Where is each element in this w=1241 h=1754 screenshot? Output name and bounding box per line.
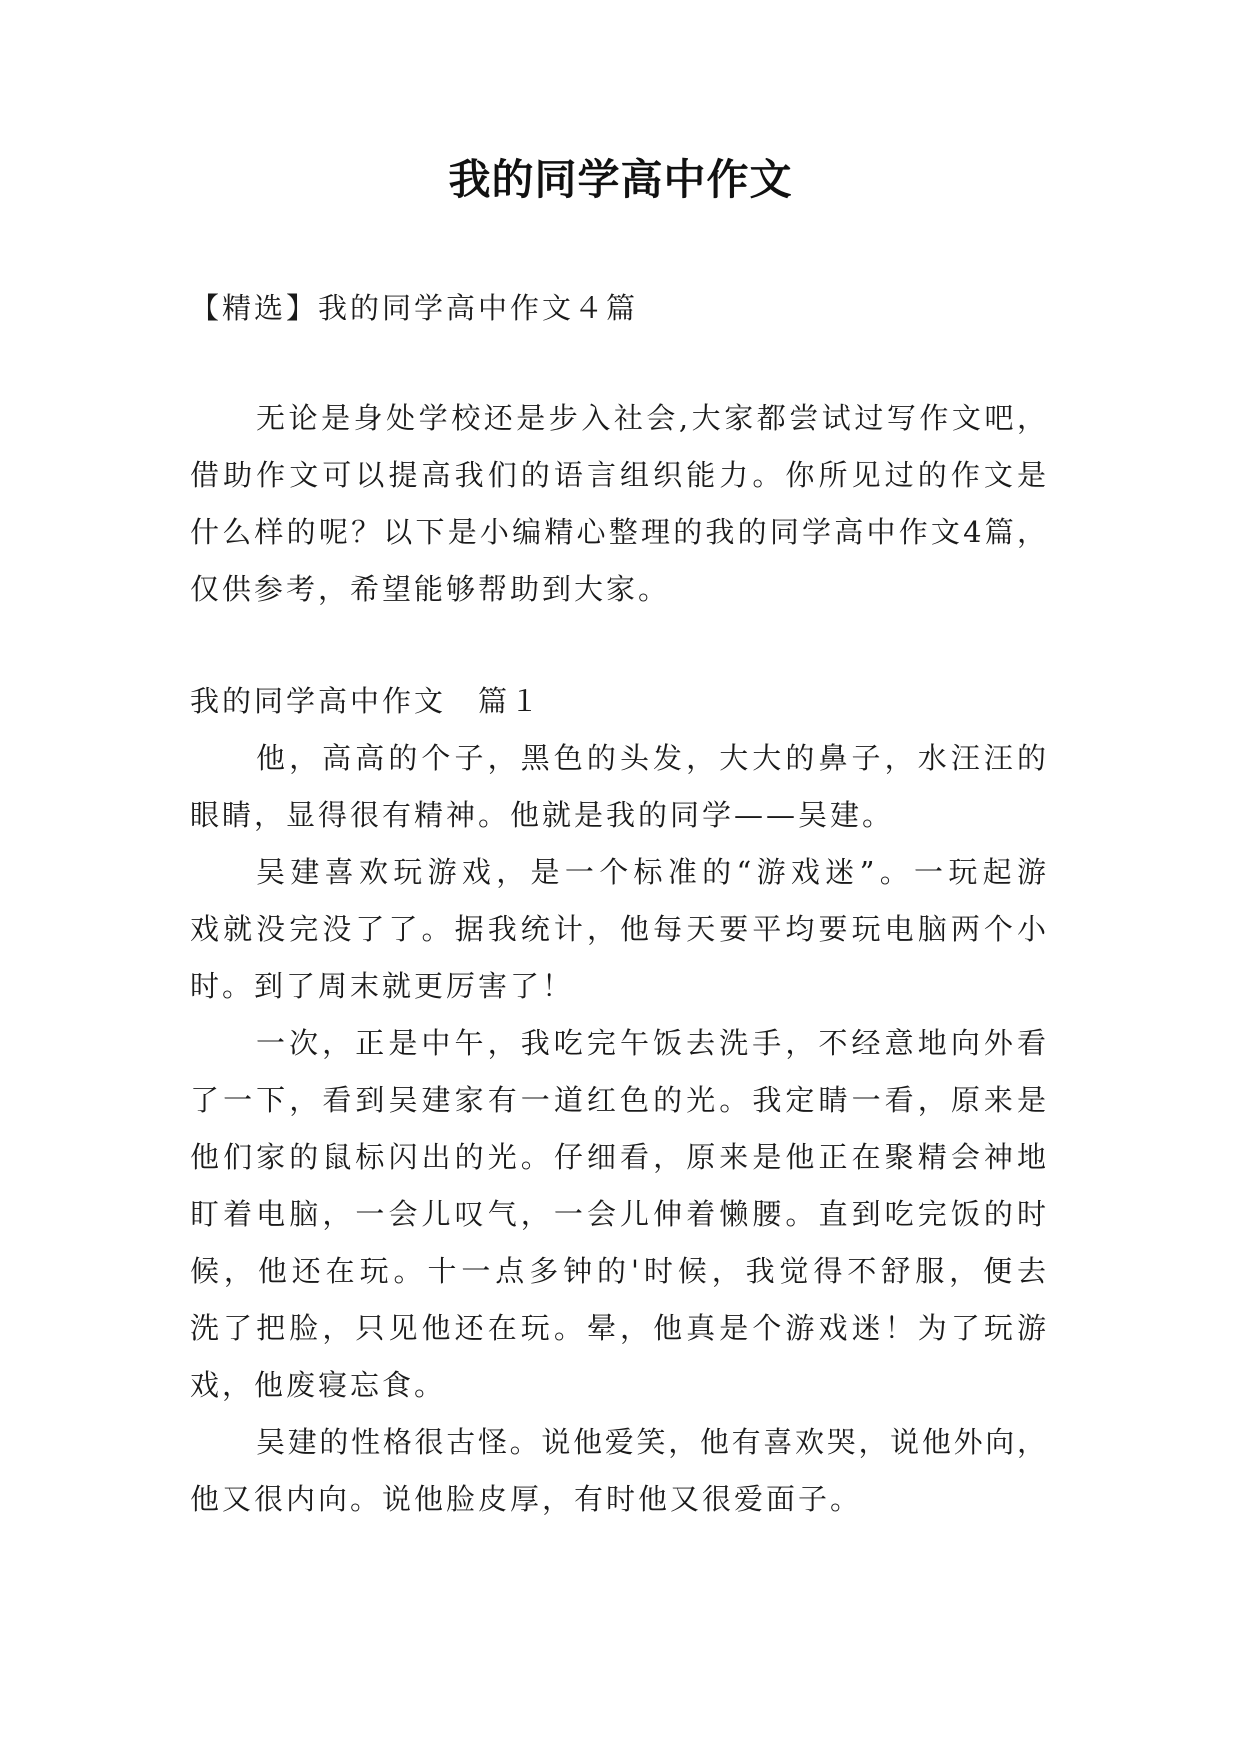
intro-line: 什么样的呢？以下是小编精心整理的我的同学高中作文4篇， <box>190 515 1046 549</box>
body-line: 戏，他废寝忘食。 <box>190 1368 447 1402</box>
body-line: 他，高高的个子，黑色的头发，大大的鼻子，水汪汪的 <box>256 741 1046 775</box>
body-line: 他又很内向。说他脸皮厚，有时他又很爱面子。 <box>190 1482 863 1516</box>
body-line: 洗了把脸，只见他还在玩。晕，他真是个游戏迷！为了玩游 <box>190 1311 1046 1345</box>
body-line: 候，他还在玩。十一点多钟的'时候，我觉得不舒服，便去 <box>190 1254 1046 1288</box>
body-line: 眼睛，显得很有精神。他就是我的同学——吴建。 <box>190 798 895 832</box>
intro-line: 仅供参考，希望能够帮助到大家。 <box>190 572 671 606</box>
body-line: 吴建喜欢玩游戏，是一个标准的“游戏迷”。一玩起游 <box>256 855 1046 889</box>
section-heading: 我的同学高中作文 篇１ <box>190 684 543 718</box>
body-line: 一次，正是中午，我吃完午饭去洗手，不经意地向外看 <box>256 1026 1046 1060</box>
body-line: 戏就没完没了了。据我统计，他每天要平均要玩电脑两个小 <box>190 912 1046 946</box>
body-line: 了一下，看到吴建家有一道红色的光。我定睛一看，原来是 <box>190 1083 1046 1117</box>
body-line: 盯着电脑，一会儿叹气，一会儿伸着懒腰。直到吃完饭的时 <box>190 1197 1046 1231</box>
document-subtitle: 【精选】我的同学高中作文４篇 <box>190 291 639 325</box>
document-title: 我的同学高中作文 <box>448 155 793 204</box>
body-line: 吴建的性格很古怪。说他爱笑，他有喜欢哭，说他外向， <box>256 1425 1046 1459</box>
intro-line: 无论是身处学校还是步入社会,大家都尝试过写作文吧， <box>256 401 1046 435</box>
body-line: 时。到了周末就更厉害了！ <box>190 969 575 1003</box>
body-line: 他们家的鼠标闪出的光。仔细看，原来是他正在聚精会神地 <box>190 1140 1046 1174</box>
intro-line: 借助作文可以提高我们的语言组织能力。你所见过的作文是 <box>190 458 1046 492</box>
